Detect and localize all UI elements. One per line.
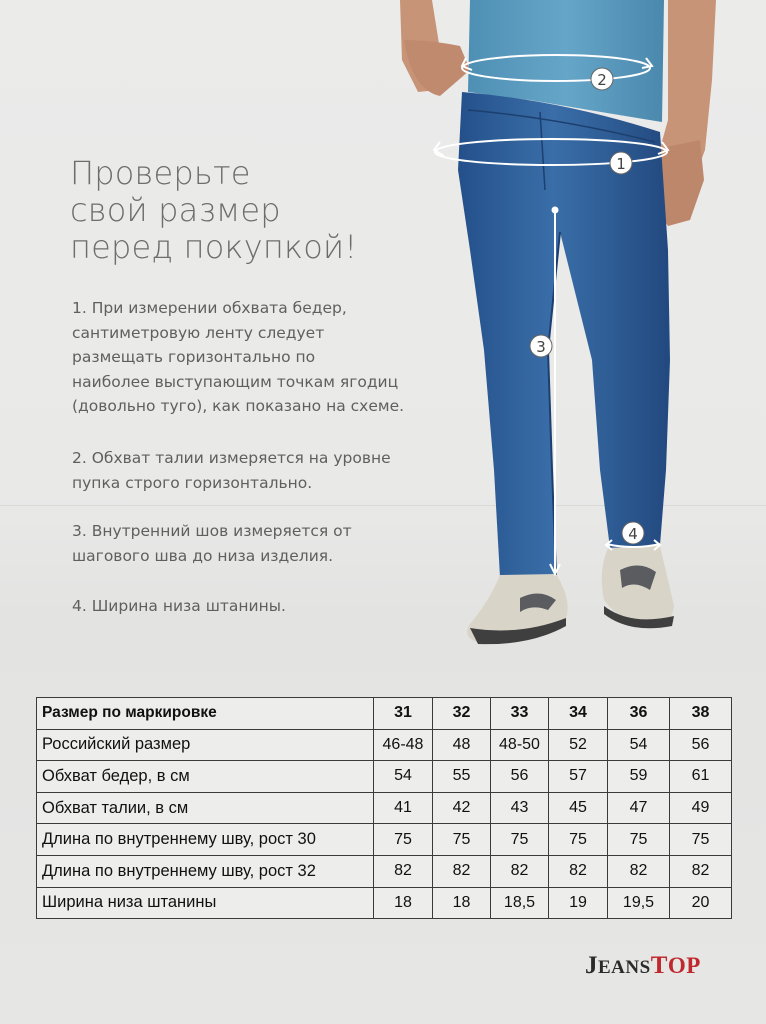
- table-header-cell: 32: [433, 698, 491, 730]
- table-header-label: Размер по маркировке: [37, 698, 374, 730]
- instruction-line: сантиметровую ленту следует: [72, 323, 325, 342]
- table-cell: 82: [374, 855, 433, 887]
- table-cell: 82: [670, 855, 732, 887]
- table-cell: 56: [670, 729, 732, 761]
- row-label: Обхват талии, в см: [37, 792, 374, 824]
- table-cell: 82: [433, 855, 491, 887]
- table-cell: 46-48: [374, 729, 433, 761]
- table-cell: 41: [374, 792, 433, 824]
- instruction-line: (довольно туго), как показано на схеме.: [72, 397, 405, 415]
- table-cell: 82: [549, 855, 608, 887]
- table-cell: 75: [433, 824, 491, 856]
- table-cell: 61: [670, 761, 732, 793]
- marker-1-label: 1: [616, 155, 626, 173]
- table-cell: 48-50: [491, 729, 549, 761]
- table-header-cell: 38: [670, 698, 732, 730]
- model-jeans-illustration: [380, 0, 766, 660]
- table-header-cell: 36: [608, 698, 670, 730]
- table-cell: 43: [491, 792, 549, 824]
- table-cell: 54: [608, 729, 670, 761]
- page-heading: [70, 155, 400, 266]
- table-cell: 42: [433, 792, 491, 824]
- logo-part-1-rest: EANS: [598, 957, 651, 978]
- instruction-waist: [72, 446, 432, 495]
- table-header-row: [37, 698, 732, 730]
- jeanstop-logo: [585, 952, 701, 980]
- table-cell: 75: [549, 824, 608, 856]
- logo-part-2-rest: OP: [667, 953, 701, 978]
- table-cell: 54: [374, 761, 433, 793]
- table-row: [37, 855, 732, 887]
- table-cell: 47: [608, 792, 670, 824]
- row-label: Ширина низа штанины: [37, 887, 374, 919]
- table-cell: 18: [433, 887, 491, 919]
- row-label: Российский размер: [37, 729, 374, 761]
- table-header-cell: 31: [374, 698, 433, 730]
- instruction-leg-opening: [72, 594, 432, 619]
- table-cell: 18,5: [491, 887, 549, 919]
- instruction-line: 2. Обхват талии измеряется на уровне: [72, 449, 391, 467]
- table-cell: 57: [549, 761, 608, 793]
- instruction-inseam: [72, 519, 432, 568]
- heading-line-3: перед покупкой!: [70, 228, 358, 266]
- row-label: Длина по внутреннему шву, рост 32: [37, 855, 374, 887]
- table-cell: 18: [374, 887, 433, 919]
- heading-line-1: Проверьте: [70, 154, 251, 192]
- instruction-line: размещать горизонтально по: [72, 348, 316, 366]
- table-row: [37, 729, 732, 761]
- table-cell: 75: [670, 824, 732, 856]
- table-row: [37, 824, 732, 856]
- table-cell: 56: [491, 761, 549, 793]
- logo-part-2-initial: T: [650, 952, 668, 979]
- table-row: [37, 761, 732, 793]
- instruction-hips: [72, 296, 432, 419]
- table-cell: 45: [549, 792, 608, 824]
- instruction-line: шагового шва до низа изделия.: [72, 546, 334, 565]
- row-label: Обхват бедер, в см: [37, 761, 374, 793]
- table-cell: 82: [608, 855, 670, 887]
- table-header-cell: 34: [549, 698, 608, 730]
- left-hand: [404, 40, 470, 96]
- row-label: Длина по внутреннему шву, рост 30: [37, 824, 374, 856]
- logo-part-1-initial: J: [585, 952, 598, 979]
- table-cell: 49: [670, 792, 732, 824]
- table-cell: 48: [433, 729, 491, 761]
- table-cell: 19: [549, 887, 608, 919]
- table-cell: 19,5: [608, 887, 670, 919]
- table-cell: 75: [608, 824, 670, 856]
- instruction-line: наиболее выступающим точкам ягодиц: [72, 372, 399, 391]
- marker-4-label: 4: [628, 525, 638, 543]
- table-cell: 75: [491, 824, 549, 856]
- table-row: [37, 792, 732, 824]
- table-header-cell: 33: [491, 698, 549, 730]
- heading-line-2: свой размер: [70, 191, 281, 229]
- table-cell: 75: [374, 824, 433, 856]
- instruction-line: 4. Ширина низа штанины.: [72, 597, 286, 615]
- instruction-line: 3. Внутренний шов измеряется от: [72, 522, 352, 540]
- table-row: [37, 887, 732, 919]
- instruction-line: пупка строго горизонтально.: [72, 473, 313, 492]
- size-table: [36, 697, 732, 919]
- marker-3-label: 3: [536, 338, 546, 356]
- table-cell: 52: [549, 729, 608, 761]
- table-cell: 20: [670, 887, 732, 919]
- table-cell: 55: [433, 761, 491, 793]
- instruction-line: 1. При измерении обхвата бедер,: [72, 299, 347, 317]
- table-cell: 82: [491, 855, 549, 887]
- table-cell: 59: [608, 761, 670, 793]
- marker-2-label: 2: [597, 71, 607, 89]
